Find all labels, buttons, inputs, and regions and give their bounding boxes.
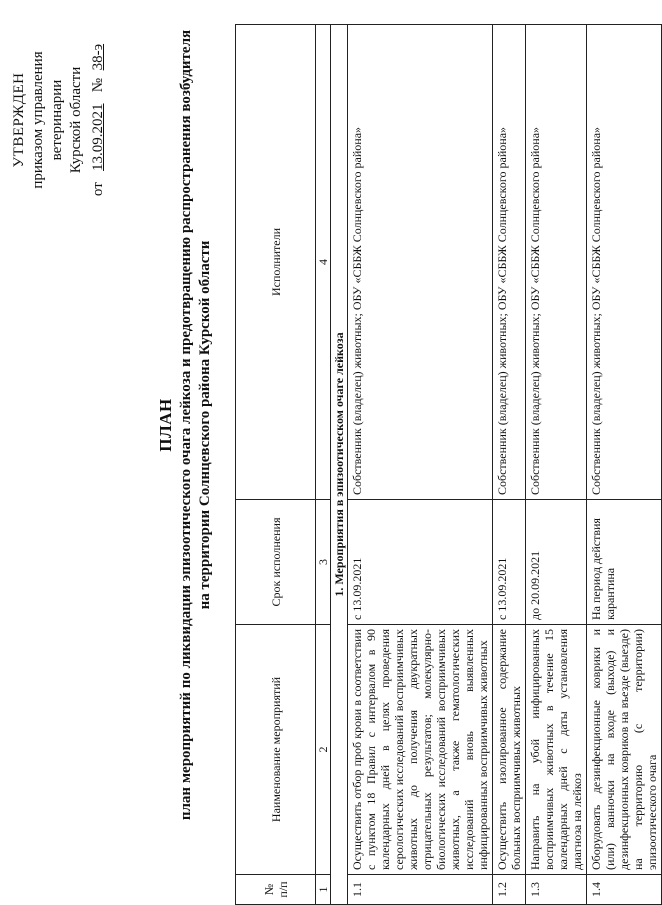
- section-row: [331, 25, 348, 905]
- row-executors: Собственник (владелец) животных; ОБУ «СББЖ Солнцевского района»: [587, 25, 662, 500]
- table-row: [348, 25, 493, 905]
- title-heading: ПЛАН: [156, 398, 175, 452]
- row-activity: Оборудовать дезинфекционные коврики и (или) ванночки на входе (выходе) и дезинфекционных ковриков на въезде (выезде) на территорию (с территории) эпизоотического очага: [587, 625, 662, 875]
- title-line-1: план мероприятий по ликвидации эпизоотического очага лейкоза и предотвращению распространения возбудителя: [178, 29, 194, 821]
- approval-stamp: [10, 15, 108, 225]
- table-row: [493, 25, 526, 905]
- row-executors: Собственник (владелец) животных; ОБУ «СББЖ Солнцевского района»: [526, 25, 587, 500]
- column-number-row: [316, 25, 331, 905]
- row-activity: Осуществить отбор проб крови в соответствии с пунктом 18 Правил с интервалом в 90 календарных дней в целях проведения серологических исследований восприимчивых животных до получения двукратных отрицательных результатов; молекулярно-биологических исследований восприимчивых животных, а также гематологических исследований вновь выявленных инфицированных восприимчивых животных: [348, 625, 493, 875]
- table-row: [526, 25, 587, 905]
- row-activity: Направить на убой инфицированных восприимчивых животных в течение 15 календарных дней с даты установления диагноза на лейкоз: [526, 625, 587, 875]
- date-prefix: от: [90, 182, 106, 197]
- number-prefix: №: [90, 77, 106, 93]
- col-number: 3: [316, 500, 331, 625]
- approval-date: 13.09.2021: [90, 103, 106, 171]
- section-title: 1. Мероприятия в эпизоотическом очаге лейкоза: [331, 25, 348, 905]
- header-term: Срок исполнения: [236, 500, 316, 625]
- header-executors: Исполнители: [236, 25, 316, 500]
- approval-status: УТВЕРЖДЕН: [11, 72, 27, 168]
- approval-line-1: приказом управления ветеринарии: [30, 51, 65, 189]
- header-activity: Наименование мероприятий: [236, 625, 316, 875]
- col-number: 2: [316, 625, 331, 875]
- row-term: с 13.09.2021: [493, 500, 526, 625]
- row-term: На период действия карантина: [587, 500, 662, 625]
- row-num: 1.2: [493, 875, 526, 905]
- table-row: [587, 25, 662, 905]
- row-activity: Осуществить изолированное содержание больных восприимчивых животных: [493, 625, 526, 875]
- row-executors: Собственник (владелец) животных; ОБУ «СББЖ Солнцевского района»: [348, 25, 493, 500]
- col-number: 4: [316, 25, 331, 500]
- row-term: с 13.09.2021: [348, 500, 493, 625]
- approval-line-2: Курской области: [68, 66, 84, 174]
- document-title: [155, 15, 215, 835]
- plan-table: [235, 24, 662, 905]
- table-header-row: [236, 25, 316, 905]
- row-term: до 20.09.2021: [526, 500, 587, 625]
- row-num: 1.4: [587, 875, 662, 905]
- row-num: 1.3: [526, 875, 587, 905]
- approval-date-line: [89, 15, 108, 225]
- approval-number: 38-э: [90, 43, 106, 71]
- col-number: 1: [316, 875, 331, 905]
- title-line-2: на территории Солнцевского района Курской области: [197, 240, 213, 610]
- row-num: 1.1: [348, 875, 493, 905]
- header-num: № п/п: [236, 875, 316, 905]
- row-executors: Собственник (владелец) животных; ОБУ «СББЖ Солнцевского района»: [493, 25, 526, 500]
